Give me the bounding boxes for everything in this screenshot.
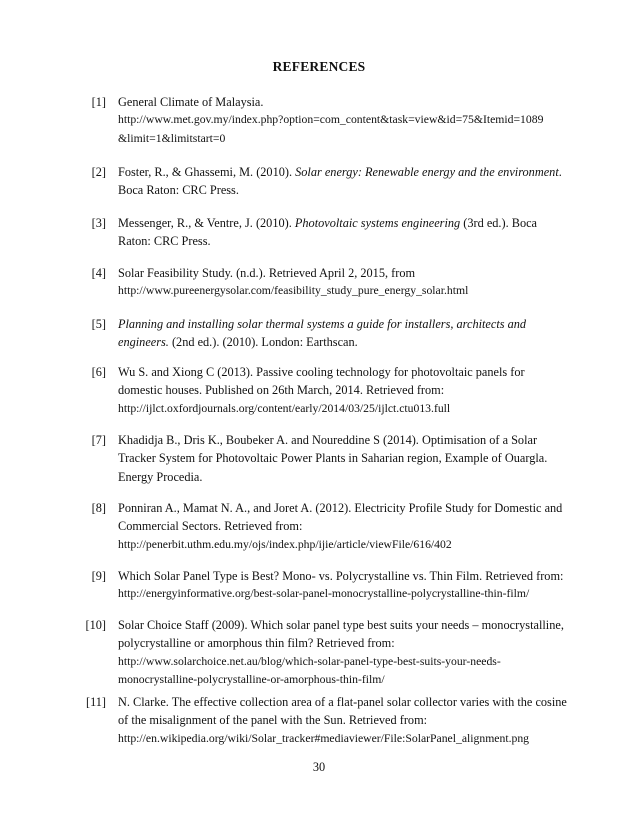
reference-number: [11] xyxy=(85,695,106,709)
reference-text xyxy=(118,431,588,486)
reference-number: [4] xyxy=(91,266,106,280)
reference-line: Which Solar Panel Type is Best? Mono- vs. Polycrystalline vs. Thin Film. Retrieved from: xyxy=(118,569,564,583)
reference-book-title: Planning and installing solar thermal systems a guide for installers, architects and xyxy=(118,317,527,331)
reference-number: [8] xyxy=(91,501,106,515)
reference-text xyxy=(118,567,588,604)
reference-edition: (3rd ed.). Boca xyxy=(460,216,538,230)
reference-book-title: Solar energy: Renewable energy and the environment xyxy=(295,165,559,179)
reference-authors: Messenger, R., & Ventre, J. (2010). xyxy=(118,216,295,230)
reference-url[interactable]: http://energyinformative.org/best-solar-panel-monocrystalline-polycrystalline-thin-film/ xyxy=(118,587,530,601)
reference-publication: (2nd ed.). (2010). London: Earthscan. xyxy=(168,335,358,350)
reference-number: [7] xyxy=(91,433,106,447)
reference-url[interactable]: http://www.pureenergysolar.com/feasibility_study_pure_energy_solar.html xyxy=(118,284,469,298)
reference-line: N. Clarke. The effective collection area of a flat-panel solar collector varies with the cosine xyxy=(118,695,567,709)
reference-line: Boca Raton: CRC Press. xyxy=(118,183,239,198)
reference-number: [9] xyxy=(91,569,106,583)
reference-line: Ponniran A., Mamat N. A., and Joret A. (2012). Electricity Profile Study for Domestic and xyxy=(118,501,563,515)
reference-text xyxy=(118,693,588,748)
reference-number: [6] xyxy=(91,365,106,379)
reference-line: Energy Procedia. xyxy=(118,469,203,484)
reference-line: Tracker System for Photovoltaic Power Plants in Saharian region, Example of Ouargla. xyxy=(118,451,548,466)
reference-number: [2] xyxy=(91,165,106,179)
reference-line xyxy=(118,214,588,232)
reference-url[interactable]: http://www.met.gov.my/index.php?option=com_content&task=view&id=75&Itemid=1089 xyxy=(118,113,544,127)
reference-line: General Climate of Malaysia. xyxy=(118,95,264,109)
reference-url-continued[interactable]: &limit=1&limitstart=0 xyxy=(118,131,226,145)
reference-url-continued[interactable]: monocrystalline-polycrystalline-or-amorphous-thin-film/ xyxy=(118,672,385,686)
reference-text xyxy=(118,363,588,418)
reference-url[interactable]: http://penerbit.uthm.edu.my/ojs/index.php/ijie/article/viewFile/616/402 xyxy=(118,537,452,551)
reference-punctuation: . xyxy=(558,165,562,179)
reference-text xyxy=(118,93,588,148)
reference-line: Raton: CRC Press. xyxy=(118,234,211,249)
reference-book-title-continued: engineers. xyxy=(118,335,169,350)
reference-line: Solar Choice Staff (2009). Which solar panel type best suits your needs – monocrystalline, xyxy=(118,618,564,632)
reference-line: Khadidja B., Dris K., Boubeker A. and Noureddine S (2014). Optimisation of a Solar xyxy=(118,433,538,447)
reference-authors: Foster, R., & Ghassemi, M. (2010). xyxy=(118,165,296,179)
reference-number: [1] xyxy=(91,95,106,109)
reference-text xyxy=(118,315,588,352)
reference-line: of the misalignment of the panel with the Sun. Retrieved from: xyxy=(118,713,428,728)
reference-line: domestic houses. Published on 26th March, 2014. Retrieved from: xyxy=(118,383,445,398)
reference-number: [5] xyxy=(91,317,106,331)
reference-line: polycrystalline or amorphous thin film? Retrieved from: xyxy=(118,636,395,651)
reference-url[interactable]: http://www.solarchoice.net.au/blog/which-solar-panel-type-best-suits-your-needs- xyxy=(118,654,501,668)
reference-text xyxy=(118,616,588,689)
reference-line xyxy=(118,333,588,351)
reference-text xyxy=(118,214,588,251)
page-title: REFERENCES xyxy=(272,59,366,74)
page-number: 30 xyxy=(312,760,326,774)
reference-line: Commercial Sectors. Retrieved from: xyxy=(118,519,303,534)
reference-line: Solar Feasibility Study. (n.d.). Retrieved April 2, 2015, from xyxy=(118,266,416,280)
reference-text xyxy=(118,163,588,200)
reference-book-title: Photovoltaic systems engineering xyxy=(294,216,461,230)
reference-line: Wu S. and Xiong C (2013). Passive cooling technology for photovoltaic panels for xyxy=(118,365,525,379)
reference-number: [10] xyxy=(85,618,106,632)
reference-url[interactable]: http://en.wikipedia.org/wiki/Solar_tracker#mediaviewer/File:SolarPanel_alignment.png xyxy=(118,731,530,745)
reference-url[interactable]: http://ijlct.oxfordjournals.org/content/early/2014/03/25/ijlct.ctu013.full xyxy=(118,401,451,415)
reference-number: [3] xyxy=(91,216,106,230)
reference-text xyxy=(118,499,588,554)
reference-text xyxy=(118,264,588,301)
reference-line xyxy=(118,163,588,181)
